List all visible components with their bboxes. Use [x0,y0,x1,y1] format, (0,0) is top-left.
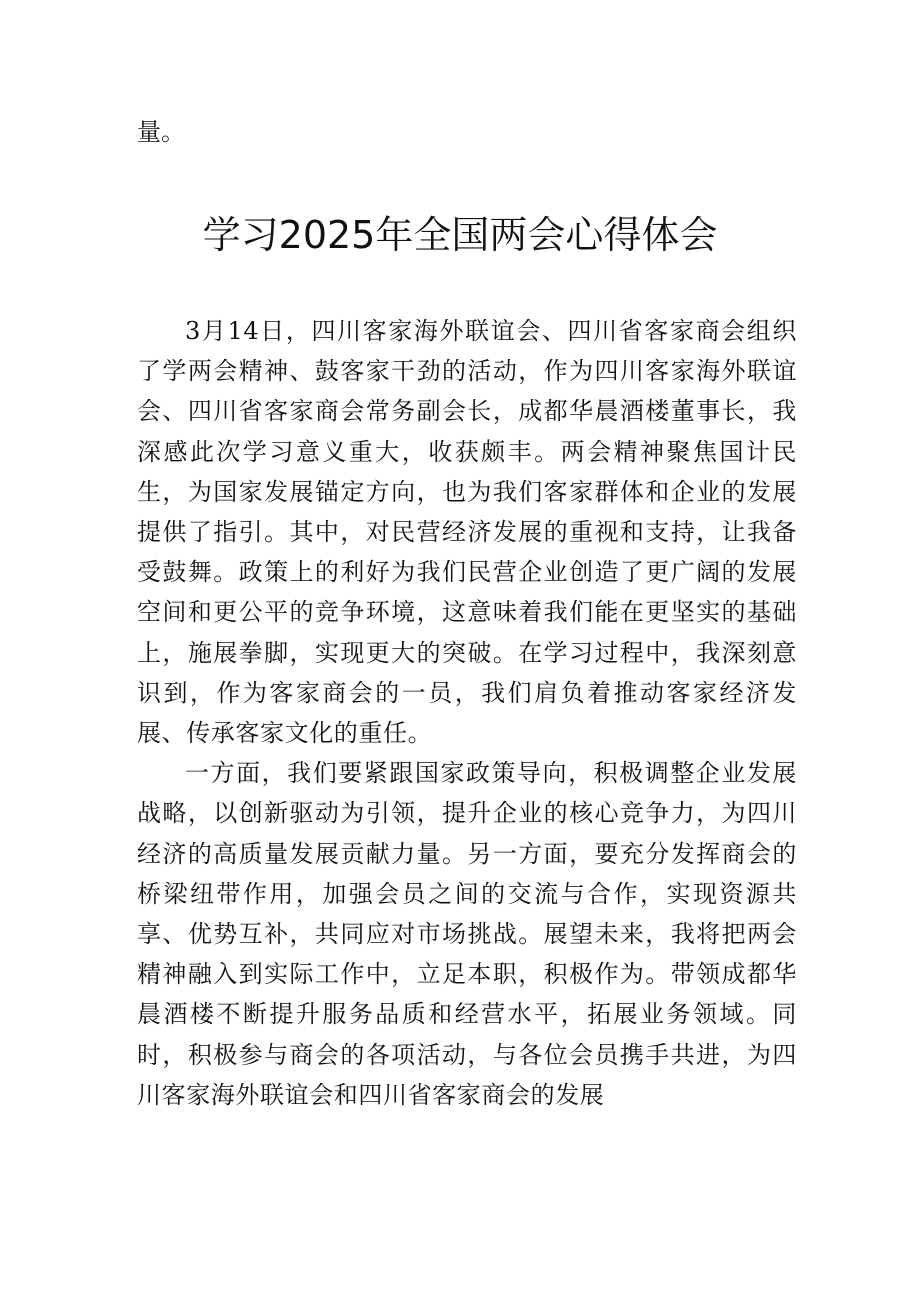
document-title: 学习2025年全国两会心得体会 [202,213,718,257]
paragraph-1: 3月14日，四川客家海外联谊会、四川省客家商会组织了学两会精神、鼓客家干劲的活动，作为四川客家海外联谊会、四川省客家商会常务副会长，成都华晨酒楼董事长，我深感此次学习意义重大，收获颇丰。两会精神聚焦国计民生，为国家发展锚定方向，也为我们客家群体和企业的发展提供了指引。其中，对民营经济发展的重视和支持，让我备受鼓舞。政策上的利好为我们民营企业创造了更广阔的发展空间和更公平的竞争环境，这意味着我们能在更坚实的基础上，施展拳脚，实现更大的突破。在学习过程中，我深刻意识到，作为客家商会的一员，我们肩负着推动客家经济发展、传承客家文化的重任。 [137,317,797,748]
carryover-text: 量。 [137,118,185,146]
paragraph-2: 一方面，我们要紧跟国家政策导向，积极调整企业发展战略，以创新驱动为引领，提升企业的核心竞争力，为四川经济的高质量发展贡献力量。另一方面，要充分发挥商会的桥梁纽带作用，加强会员之间的交流与合作，实现资源共享、优势互补，共同应对市场挑战。展望未来，我将把两会精神融入到实际工作中，立足本职，积极作为。带领成都华晨酒楼不断提升服务品质和经营水平，拓展业务领域。同时，积极参与商会的各项活动，与各位会员携手共进，为四川客家海外联谊会和四川省客家商会的发展 [137,759,797,1109]
document-body [137,311,797,1115]
